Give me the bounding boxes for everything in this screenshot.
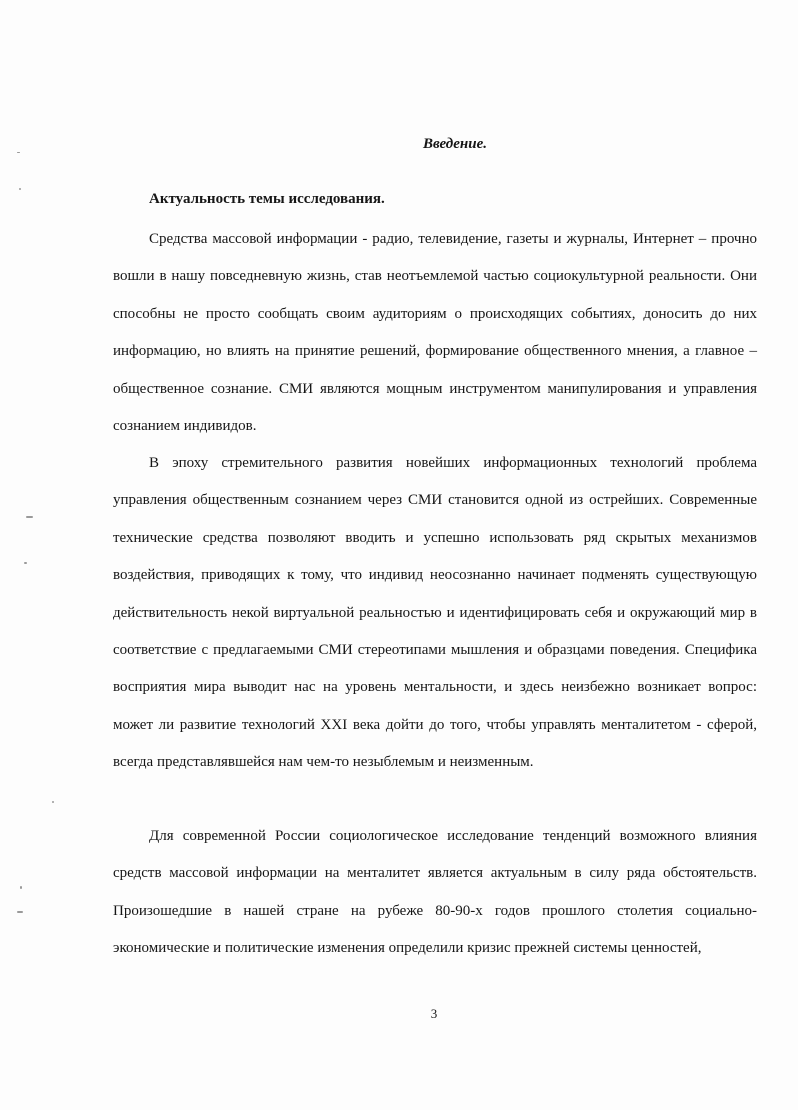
page-number: 3 <box>430 1006 438 1021</box>
document-title: Введение. <box>423 136 487 152</box>
section-heading: Актуальность темы исследования. <box>149 191 385 207</box>
scan-speck <box>52 801 54 803</box>
paragraph-3: Для современной России социологическое исследование тенденций возможного влияния средств массовой информации на менталитет является актуальным в силу ряда обстоятельств. Произошедшие в нашей стране на рубеже 80-90-х годов прошлого столетия социально-экономические и политические изменения определили кризис прежней системы ценностей, <box>113 828 757 957</box>
scan-speck <box>26 516 33 518</box>
scan-speck <box>24 562 27 564</box>
paragraph-2: В эпоху стремительного развития новейших информационных технологий проблема управления общественным сознанием через СМИ становится одной из острейших. Современные технические средства позволяют вводить и успешно использовать ряд скрытых механизмов воздействия, приводящих к тому, что индивид неосознанно начинает подменять существующую действительность некой виртуальной реальностью и идентифицировать себя и окружающий мир в соответствие с предлагаемыми СМИ стереотипами мышления и образцами поведения. Специфика восприятия мира выводит нас на уровень ментальности, и здесь неизбежно возникает вопрос: может ли развитие технологий XXI века дойти до того, чтобы управлять менталитетом - сферой, всегда представлявшейся нам чем-то незыблемым и неизменным. <box>113 455 757 771</box>
scan-speck <box>17 911 23 913</box>
scan-speck <box>19 188 21 190</box>
paragraph-1: Средства массовой информации - радио, телевидение, газеты и журналы, Интернет – прочно вошли в нашу повседневную жизнь, став неотъемлемой частью социокультурной реальности. Они способны не просто сообщать своим аудиториям о происходящих событиях, доносить до них информацию, но влиять на принятие решений, формирование общественного мнения, а главное – общественное сознание. СМИ являются мощным инструментом манипулирования и управления сознанием индивидов. <box>113 231 757 435</box>
scan-speck <box>20 886 22 889</box>
scan-speck <box>17 152 20 153</box>
